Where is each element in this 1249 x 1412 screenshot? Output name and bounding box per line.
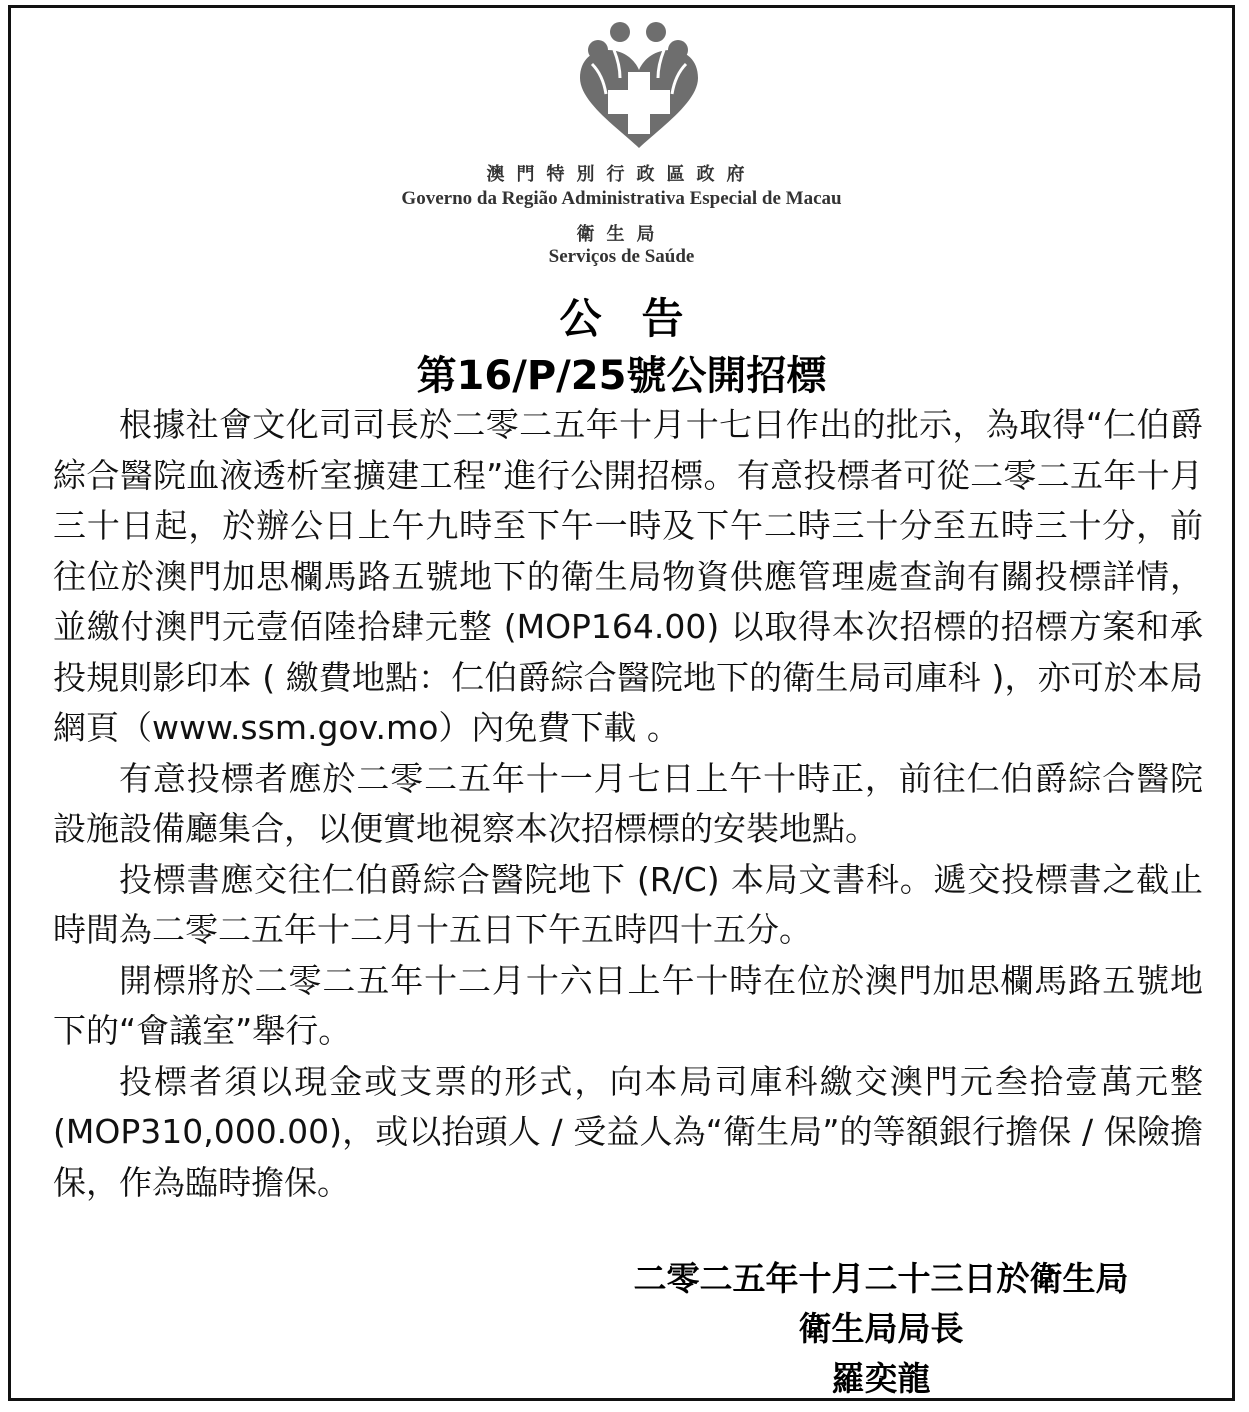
signature-position: 衛生局局長 bbox=[798, 1309, 964, 1348]
government-name-pt: Governo da Região Administrativa Especial de Macau bbox=[401, 188, 842, 209]
department-name-pt: Serviços de Saúde bbox=[548, 246, 695, 267]
health-bureau-logo-icon bbox=[578, 20, 700, 148]
signature-date-place: 二零二五年十月二十三日於衛生局 bbox=[633, 1259, 1129, 1298]
government-name-zh: 澳門特別行政區政府 bbox=[486, 164, 757, 184]
notice-title: 公告 bbox=[559, 294, 724, 343]
tender-number-title: 第16/P/25號公開招標 bbox=[416, 353, 827, 399]
notice-frame bbox=[8, 5, 1235, 1401]
department-name-zh: 衛生局 bbox=[576, 224, 667, 244]
paragraph-provisional-guarantee: 投標者須以現金或支票的形式，向本局司庫科繳交澳門元叁拾壹萬元整 (MOP310,000.00)，或以抬頭人 / 受益人為“衛生局”的等額銀行擔保 / 保險擔保，作為臨時擔保。 bbox=[53, 1061, 1203, 1202]
notice-body bbox=[53, 400, 1203, 1208]
paragraph-submission-deadline: 投標書應交往仁伯爵綜合醫院地下 (R/C) 本局文書科。遞交投標書之截止時間為二零二五年十二月十五日下午五時四十五分。 bbox=[53, 859, 1203, 949]
paragraph-bid-opening: 開標將於二零二五年十二月十六日上午十時在位於澳門加思欄馬路五號地下的“會議室”舉行。 bbox=[53, 960, 1203, 1050]
paragraph-tender-details: 根據社會文化司司長於二零二五年十月十七日作出的批示，為取得“仁伯爵綜合醫院血液透析室擴建工程”進行公開招標。有意投標者可從二零二五年十月三十日起，於辦公日上午九時至下午一時及下午二時三十分至五時三十分，前往位於澳門加思欄馬路五號地下的衛生局物資供應管理處查詢有關投標詳情，並繳付澳門元壹佰陸拾肆元整 (MOP164.00) 以取得本次招標的招標方案和承投規則影印本 ( 繳費地點：仁伯爵綜合醫院地下的衛生局司庫科 )，亦可於本局網頁（www.ssm.gov.mo）內免費下載 。 bbox=[53, 405, 1203, 747]
paragraph-site-visit: 有意投標者應於二零二五年十一月七日上午十時正，前往仁伯爵綜合醫院設施設備廳集合，以便實地視察本次招標標的安裝地點。 bbox=[53, 758, 1203, 848]
signature-name: 羅奕龍 bbox=[831, 1359, 931, 1398]
